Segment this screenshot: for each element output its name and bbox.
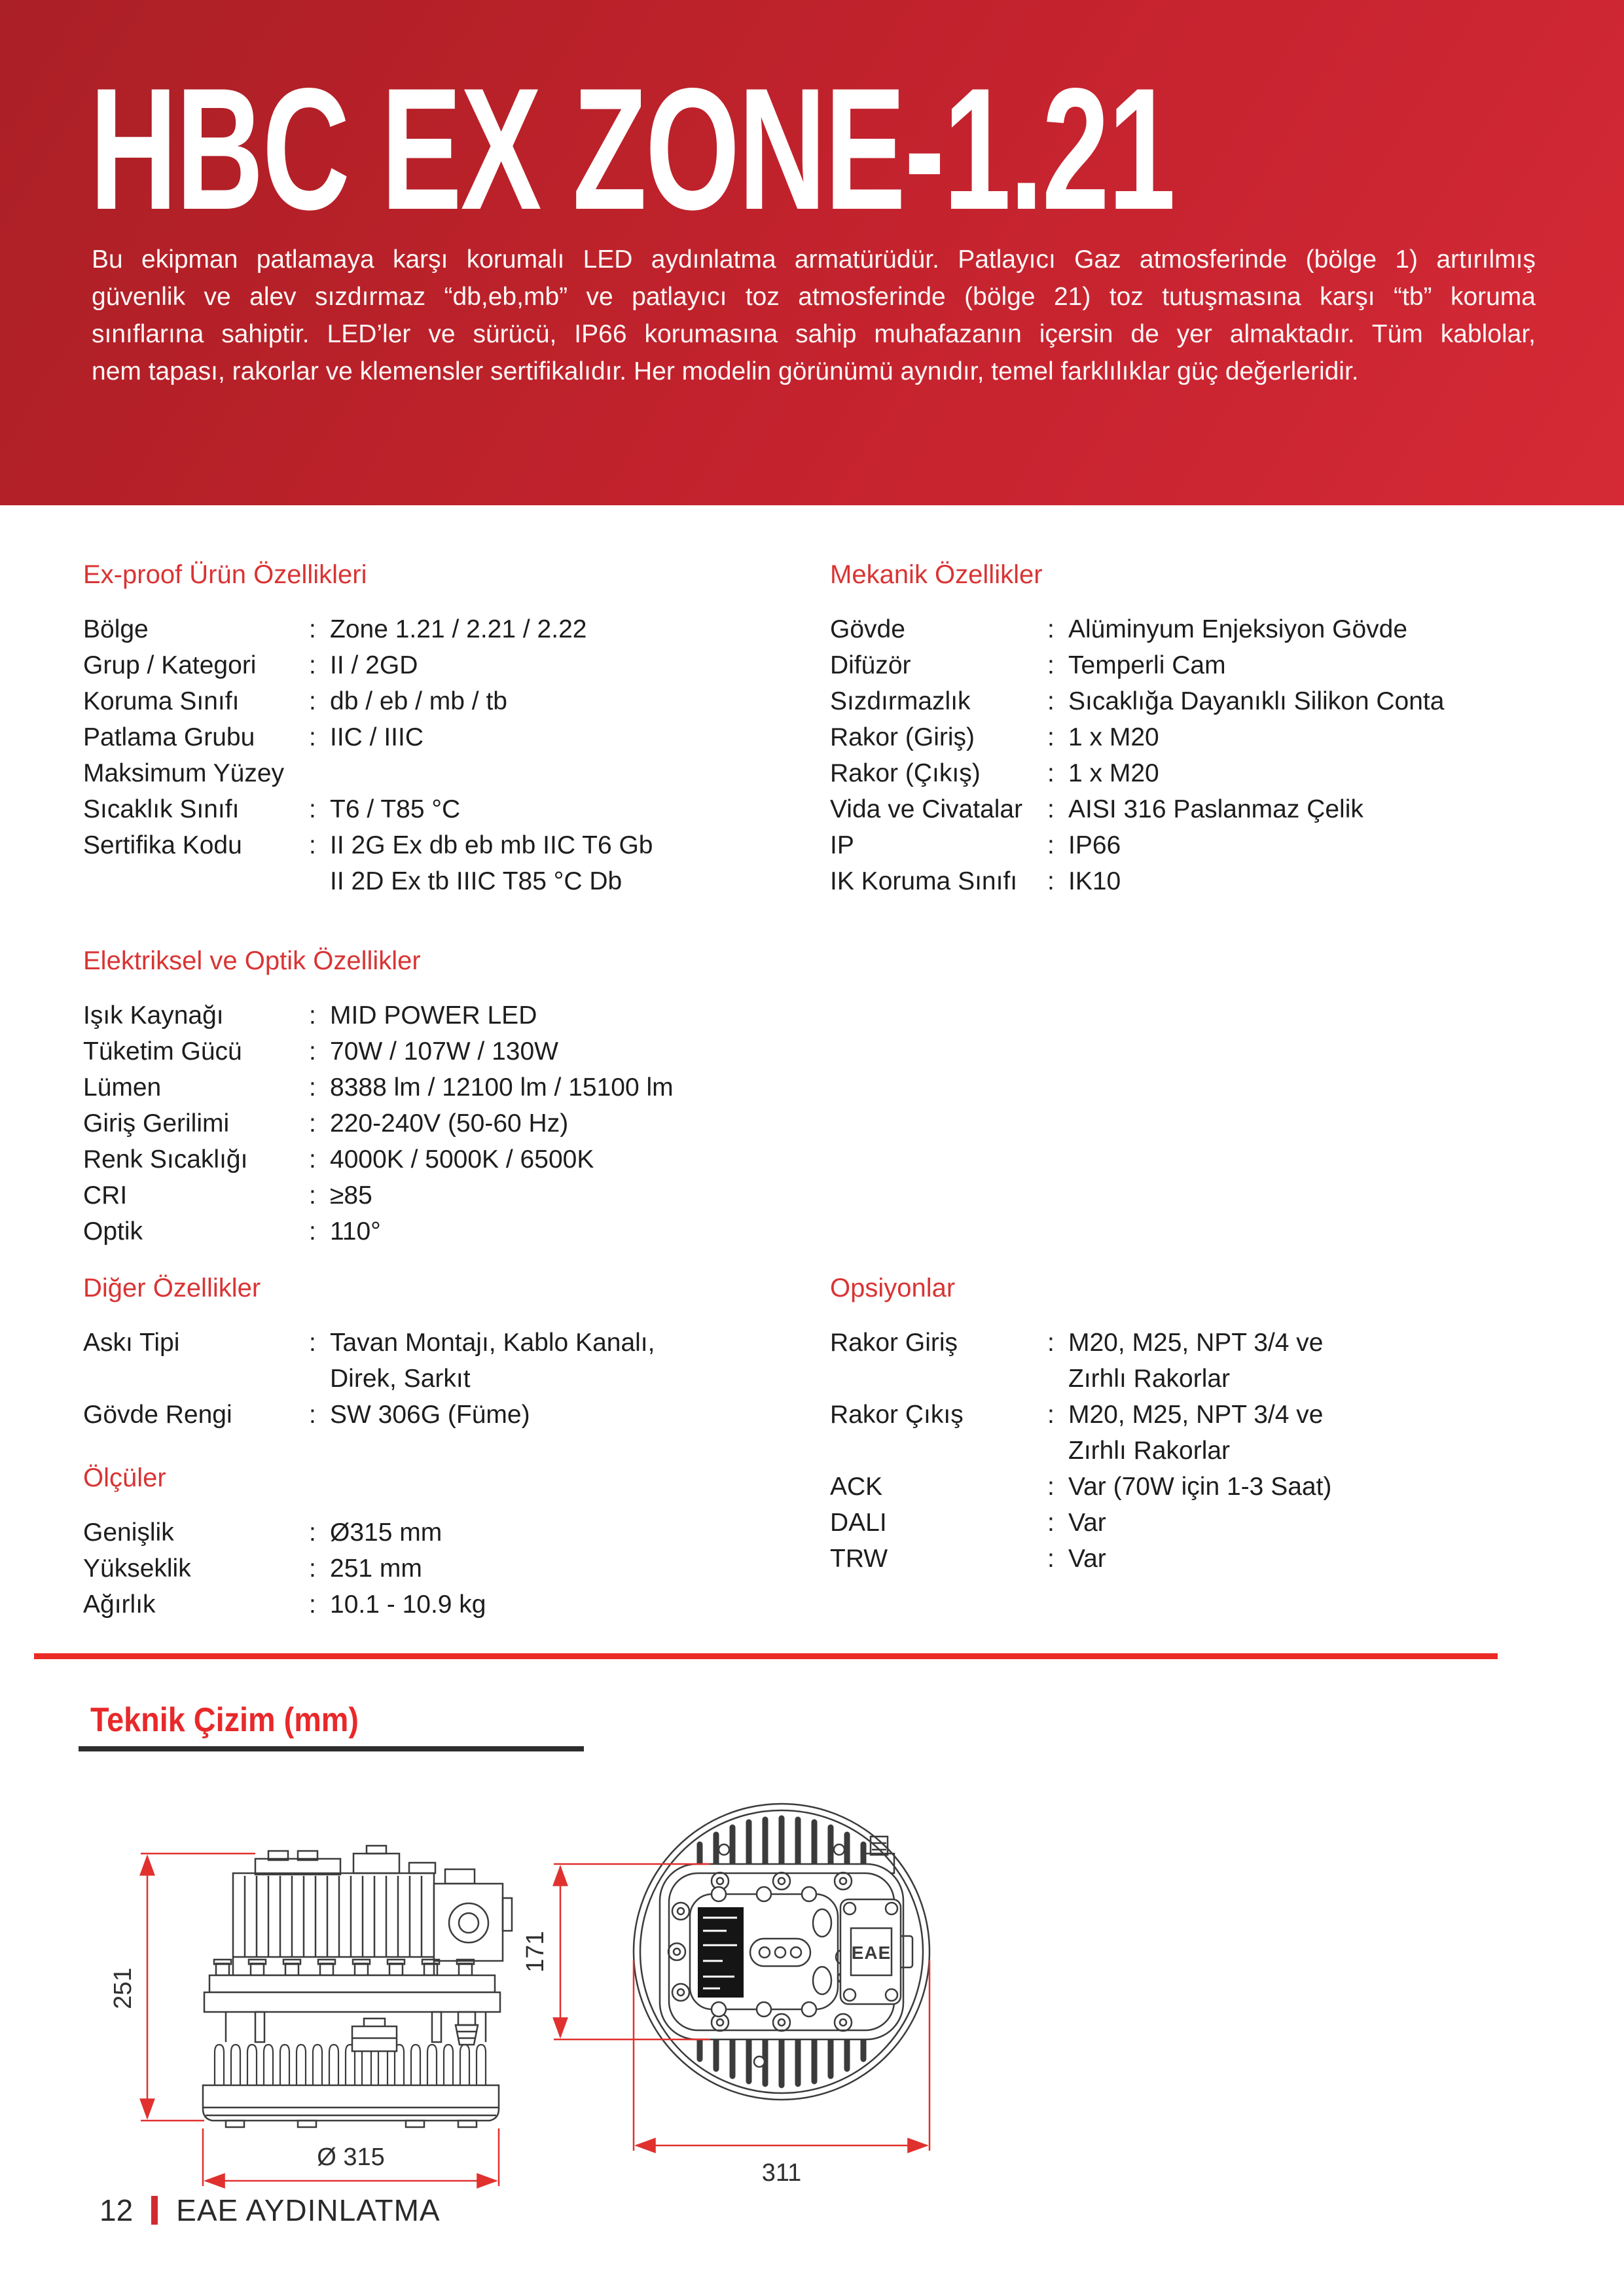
section-title-olculer: Ölçüler (83, 1463, 166, 1492)
spec-colon: : (1047, 759, 1055, 787)
spec-value: Temperli Cam (1068, 651, 1226, 679)
spec-row (83, 997, 790, 1033)
spec-value: IP66 (1068, 831, 1121, 859)
spec-label: Lümen (83, 1073, 162, 1102)
spec-row (830, 719, 1589, 755)
spec-colon: : (309, 723, 316, 751)
brand-name: EAE AYDINLATMA (176, 2193, 441, 2227)
spec-label: Patlama Grubu (83, 723, 255, 751)
spec-value: Ø315 mm (330, 1518, 442, 1547)
section-title-diger: Diğer Özellikler (83, 1274, 261, 1302)
description-line: Bu ekipman patlamaya karşı korumalı LED aydınlatma armatürüdür. Patlayıcı Gaz atmosferinde (bölge 1) artırılmış (92, 245, 1536, 274)
dim-label-315: Ø 315 (317, 2144, 385, 2171)
spec-label: Sızdırmazlık (830, 687, 971, 715)
spec-value: 10.1 - 10.9 kg (330, 1590, 486, 1619)
section-elektriksel (83, 946, 790, 1249)
spec-colon: : (309, 1217, 316, 1246)
spec-row (830, 611, 1589, 647)
spec-colon: : (1047, 687, 1055, 715)
description-line: nem tapası, rakorlar ve klemensler sertifikalıdır. Her modelin görünümü aynıdır, temel farklılıklar güç değerleridir. (92, 357, 1359, 386)
technical-drawing-title: Teknik Çizim (mm) (90, 1701, 359, 1739)
spec-colon: : (309, 1554, 316, 1583)
spec-colon: : (1047, 723, 1055, 751)
spec-rows-elektriksel (83, 997, 790, 1249)
spec-row (830, 791, 1589, 827)
spec-colon: : (309, 687, 316, 715)
spec-row (830, 827, 1589, 863)
spec-row (83, 647, 790, 683)
spec-label: Sıcaklık Sınıfı (83, 795, 240, 823)
header-banner (0, 0, 1624, 505)
dim-label-311: 311 (761, 2159, 802, 2187)
spec-label: Askı Tipi (83, 1329, 180, 1357)
spec-label: Sertifika Kodu (83, 831, 242, 859)
spec-colon: : (1047, 795, 1055, 823)
spec-label: Koruma Sınıfı (83, 687, 240, 715)
section-opsiyonlar (830, 1274, 1589, 1577)
spec-row (83, 791, 790, 827)
spec-value: II / 2GD (330, 651, 418, 679)
page-title: HBC EX ZONE-1.21 (90, 52, 1174, 246)
spec-value: IIC / IIIC (330, 723, 424, 751)
section-olculer (83, 1463, 790, 1623)
spec-row (830, 1325, 1589, 1361)
spec-value: Var (70W için 1-3 Saat) (1068, 1473, 1332, 1501)
spec-label: ACK (830, 1473, 883, 1501)
spec-colon: : (1047, 1545, 1055, 1573)
spec-label: Gövde Rengi (83, 1401, 232, 1429)
spec-row (830, 1361, 1589, 1397)
spec-colon: : (1047, 1473, 1055, 1501)
spec-row (83, 1325, 790, 1361)
top-view-drawing (634, 1804, 929, 2100)
spec-value: AISI 316 Paslanmaz Çelik (1068, 795, 1363, 823)
spec-value: Zırhlı Rakorlar (1068, 1437, 1231, 1465)
description-line: güvenlik ve alev sızdırmaz “db,eb,mb” ve patlayıcı toz atmosferinde (bölge 21) toz tutuşmasına karşı “tb” koruma (92, 283, 1536, 311)
spec-value: 70W / 107W / 130W (330, 1037, 558, 1066)
spec-row (830, 1469, 1589, 1505)
side-view-drawing (203, 1846, 512, 2127)
spec-label: Rakor (Giriş) (830, 723, 975, 751)
spec-value: Tavan Montajı, Kablo Kanalı, (330, 1329, 655, 1357)
eae-logo-box (840, 1899, 901, 2004)
spec-label: Renk Sıcaklığı (83, 1145, 248, 1174)
spec-row (83, 863, 790, 899)
spec-label: IK Koruma Sınıfı (830, 867, 1018, 895)
section-title-exproof: Ex-proof Ürün Özellikleri (83, 560, 367, 589)
section-exproof (83, 560, 790, 899)
spec-label: CRI (83, 1181, 128, 1210)
section-title-mekanik: Mekanik Özellikler (830, 560, 1043, 589)
spec-value: Alüminyum Enjeksiyon Gövde (1068, 615, 1408, 643)
spec-row (830, 647, 1589, 683)
spec-row (83, 1551, 790, 1587)
spec-colon: : (1047, 615, 1055, 643)
spec-value: Zırhlı Rakorlar (1068, 1365, 1231, 1393)
technical-title-underline (79, 1746, 584, 1751)
spec-colon: : (1047, 651, 1055, 679)
spec-value: Direk, Sarkıt (330, 1365, 471, 1393)
spec-colon: : (309, 1001, 316, 1030)
spec-rows-exproof (83, 611, 790, 899)
spec-colon: : (1047, 1329, 1055, 1357)
spec-colon: : (309, 1145, 316, 1174)
spec-value: T6 / T85 °C (330, 795, 461, 823)
description-line: sınıflarına sahiptir. LED’ler ve sürücü, IP66 korumasına sahip muhafazanın içersin de yer almaktadır. Tüm kablolar, (92, 320, 1536, 348)
spec-value: II 2G Ex db eb mb IIC T6 Gb (330, 831, 653, 859)
spec-label: Rakor Giriş (830, 1329, 958, 1357)
spec-colon: : (309, 1109, 316, 1138)
spec-colon: : (309, 1401, 316, 1429)
spec-value: IK10 (1068, 867, 1121, 895)
spec-rows-olculer (83, 1515, 790, 1623)
spec-value: MID POWER LED (330, 1001, 537, 1030)
spec-value: Var (1068, 1545, 1106, 1573)
spec-value: II 2D Ex tb IIIC T85 °C Db (330, 867, 623, 895)
spec-row (83, 1141, 790, 1177)
spec-value: ≥85 (330, 1181, 372, 1210)
spec-rows-diger (83, 1325, 790, 1433)
technical-drawings (79, 1797, 956, 2193)
spec-value: M20, M25, NPT 3/4 ve (1068, 1401, 1324, 1429)
spec-rows-mekanik (830, 611, 1589, 899)
section-title-elektriksel: Elektriksel ve Optik Özellikler (83, 946, 421, 975)
spec-colon: : (1047, 831, 1055, 859)
spec-row (830, 1541, 1589, 1577)
spec-label: TRW (830, 1545, 888, 1573)
spec-colon: : (1047, 1509, 1055, 1537)
page-footer (99, 2193, 441, 2228)
dim-label-251: 251 (109, 1967, 137, 2009)
spec-label: DALI (830, 1509, 887, 1537)
section-mekanik (830, 560, 1589, 899)
spec-colon: : (309, 1073, 316, 1102)
spec-colon: : (309, 1518, 316, 1547)
spec-colon: : (309, 615, 316, 643)
spec-label: Yükseklik (83, 1554, 191, 1583)
spec-value: 8388 lm / 12100 lm / 15100 lm (330, 1073, 674, 1102)
spec-colon: : (309, 831, 316, 859)
spec-row (83, 1069, 790, 1105)
spec-label: Vida ve Civatalar (830, 795, 1023, 823)
eae-logo-text: EAE (851, 1943, 892, 1963)
footer-red-bar-icon (151, 2196, 158, 2225)
spec-label: Rakor Çıkış (830, 1401, 964, 1429)
spec-label: Ağırlık (83, 1590, 156, 1619)
dim-label-171: 171 (522, 1931, 549, 1973)
spec-row (830, 683, 1589, 719)
spec-row (83, 683, 790, 719)
spec-value: SW 306G (Füme) (330, 1401, 530, 1429)
spec-value: Zone 1.21 / 2.21 / 2.22 (330, 615, 587, 643)
spec-value: 1 x M20 (1068, 759, 1159, 787)
spec-colon: : (309, 795, 316, 823)
spec-label: Giriş Gerilimi (83, 1109, 230, 1138)
red-divider-line (34, 1653, 1498, 1659)
spec-colon: : (309, 1037, 316, 1066)
spec-row (830, 1397, 1589, 1433)
spec-row (83, 1515, 790, 1551)
spec-value: db / eb / mb / tb (330, 687, 507, 715)
spec-colon: : (309, 1181, 316, 1210)
spec-colon: : (1047, 867, 1055, 895)
spec-row (83, 827, 790, 863)
spec-colon: : (1047, 1401, 1055, 1429)
spec-label: Bölge (83, 615, 149, 643)
spec-row (830, 1433, 1589, 1469)
spec-value: Var (1068, 1509, 1106, 1537)
spec-row (830, 1505, 1589, 1541)
spec-label: Işık Kaynağı (83, 1001, 224, 1030)
spec-label: Tüketim Gücü (83, 1037, 242, 1066)
spec-colon: : (309, 651, 316, 679)
spec-row (83, 1105, 790, 1141)
spec-row (83, 719, 790, 755)
spec-row (83, 1361, 790, 1397)
section-title-opsiyonlar: Opsiyonlar (830, 1274, 956, 1302)
section-diger (83, 1274, 790, 1433)
spec-label: Gövde (830, 615, 905, 643)
spec-row (83, 1177, 790, 1213)
spec-label: Maksimum Yüzey (83, 759, 285, 787)
spec-rows-opsiyonlar (830, 1325, 1589, 1577)
spec-label: Genişlik (83, 1518, 174, 1547)
spec-row (83, 1213, 790, 1249)
spec-row (830, 755, 1589, 791)
spec-value: Sıcaklığa Dayanıklı Silikon Conta (1068, 687, 1445, 715)
spec-value: 251 mm (330, 1554, 422, 1583)
spec-value: M20, M25, NPT 3/4 ve (1068, 1329, 1324, 1357)
spec-label: Grup / Kategori (83, 651, 257, 679)
spec-value: 4000K / 5000K / 6500K (330, 1145, 594, 1174)
spec-row (83, 1033, 790, 1069)
spec-label: Difüzör (830, 651, 911, 679)
spec-label: IP (830, 831, 854, 859)
spec-colon: : (309, 1590, 316, 1619)
spec-colon: : (309, 1329, 316, 1357)
spec-value: 1 x M20 (1068, 723, 1159, 751)
dimension-315 (203, 2128, 499, 2186)
page-number: 12 (99, 2193, 134, 2227)
spec-row (830, 863, 1589, 899)
spec-row (83, 1397, 790, 1433)
product-description (92, 241, 1536, 390)
spec-value: 110° (330, 1217, 381, 1246)
spec-label: Rakor (Çıkış) (830, 759, 981, 787)
spec-row (83, 611, 790, 647)
spec-value: 220-240V (50-60 Hz) (330, 1109, 569, 1138)
spec-row (83, 1587, 790, 1623)
spec-label: Optik (83, 1217, 143, 1246)
spec-row (83, 755, 790, 791)
